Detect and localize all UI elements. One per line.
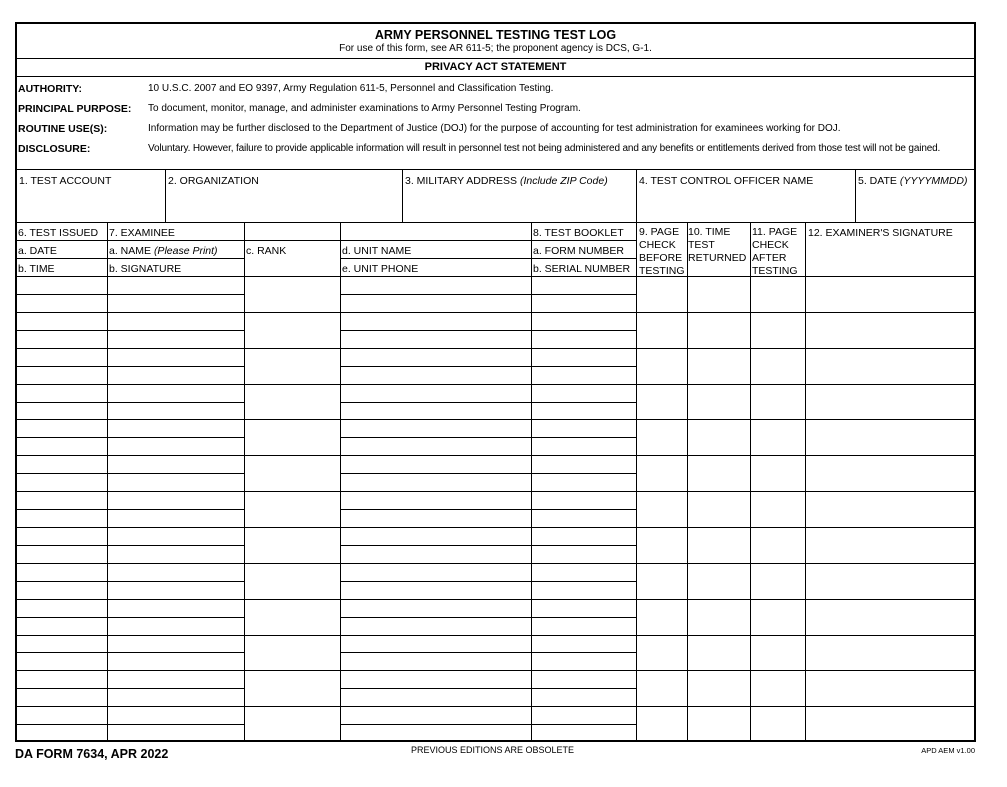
cell-border bbox=[165, 169, 166, 222]
divider bbox=[17, 258, 244, 259]
table-row[interactable] bbox=[17, 670, 974, 706]
form-subtitle: For use of this form, see AR 611-5; the proponent agency is DCS, G-1. bbox=[339, 43, 652, 54]
divider bbox=[17, 58, 974, 59]
form-title: ARMY PERSONNEL TESTING TEST LOG bbox=[374, 28, 617, 42]
organization-label: 2. ORGANIZATION bbox=[168, 175, 259, 187]
table-row[interactable] bbox=[17, 348, 974, 384]
tco-name-label: 4. TEST CONTROL OFFICER NAME bbox=[639, 175, 814, 187]
table-row[interactable] bbox=[17, 563, 974, 599]
examinee-header: 7. EXAMINEE bbox=[109, 227, 175, 239]
cell-border bbox=[855, 169, 856, 222]
routine-use-label: ROUTINE USE(S): bbox=[18, 123, 108, 135]
purpose-label: PRINCIPAL PURPOSE: bbox=[18, 103, 132, 115]
privacy-heading: PRIVACY ACT STATEMENT bbox=[424, 61, 567, 73]
version-label: APD AEM v1.00 bbox=[921, 746, 975, 755]
unit-phone-subheader: e. UNIT PHONE bbox=[342, 263, 419, 275]
authority-label: AUTHORITY: bbox=[18, 83, 82, 95]
rank-subheader: c. RANK bbox=[246, 245, 287, 257]
form-id: DA FORM 7634, APR 2022 bbox=[15, 747, 169, 761]
table-row[interactable] bbox=[17, 706, 974, 742]
signature-subheader: b. SIGNATURE bbox=[109, 263, 182, 275]
divider bbox=[17, 76, 974, 77]
table-row[interactable] bbox=[17, 599, 974, 635]
serial-number-subheader: b. SERIAL NUMBER bbox=[533, 263, 631, 275]
table-row[interactable] bbox=[17, 384, 974, 420]
test-log-form bbox=[15, 22, 976, 742]
authority-text: 10 U.S.C. 2007 and EO 9397, Army Regulation 611-5, Personnel and Classification Testing. bbox=[148, 83, 554, 94]
unit-name-subheader: d. UNIT NAME bbox=[342, 245, 412, 257]
routine-use-text: Information may be further disclosed to the Department of Justice (DOJ) for the purpose of accounting for test administration for examinees working for DOJ. bbox=[148, 123, 841, 134]
table-row[interactable] bbox=[17, 276, 974, 312]
page-check-before-header: 9. PAGE CHECK BEFORE TESTING bbox=[639, 226, 685, 277]
divider bbox=[17, 169, 974, 170]
table-row[interactable] bbox=[17, 635, 974, 671]
cell-border bbox=[636, 169, 637, 222]
time-subheader: b. TIME bbox=[18, 263, 55, 275]
military-address-label: 3. MILITARY ADDRESS (Include ZIP Code) bbox=[405, 175, 608, 187]
time-returned-header: 10. TIME TEST RETURNED bbox=[688, 226, 747, 264]
cell-border bbox=[402, 169, 403, 222]
test-booklet-header: 8. TEST BOOKLET bbox=[533, 227, 624, 239]
disclosure-label: DISCLOSURE: bbox=[18, 143, 91, 155]
table-row[interactable] bbox=[17, 419, 974, 455]
form-number-subheader: a. FORM NUMBER bbox=[533, 245, 625, 257]
divider bbox=[340, 258, 636, 259]
date-subheader: a. DATE bbox=[18, 245, 57, 257]
obsolete-notice: PREVIOUS EDITIONS ARE OBSOLETE bbox=[411, 745, 575, 755]
table-row[interactable] bbox=[17, 455, 974, 491]
divider bbox=[17, 222, 974, 223]
disclosure-text: Voluntary. However, failure to provide applicable information will result in personnel test not being administered and any benefits or entitlements derived from those test will not be gained. bbox=[148, 143, 941, 154]
test-issued-header: 6. TEST ISSUED bbox=[18, 227, 99, 239]
table-row[interactable] bbox=[17, 491, 974, 527]
examiner-signature-header: 12. EXAMINER'S SIGNATURE bbox=[808, 227, 953, 239]
name-subheader: a. NAME (Please Print) bbox=[109, 245, 218, 257]
page-check-after-header: 11. PAGE CHECK AFTER TESTING bbox=[752, 226, 798, 277]
table-row[interactable] bbox=[17, 527, 974, 563]
date-label: 5. DATE (YYYYMMDD) bbox=[858, 175, 968, 187]
test-account-label: 1. TEST ACCOUNT bbox=[19, 175, 112, 187]
purpose-text: To document, monitor, manage, and administer examinations to Army Personnel Testing Program. bbox=[148, 103, 581, 114]
divider bbox=[17, 240, 636, 241]
table-row[interactable] bbox=[17, 312, 974, 348]
